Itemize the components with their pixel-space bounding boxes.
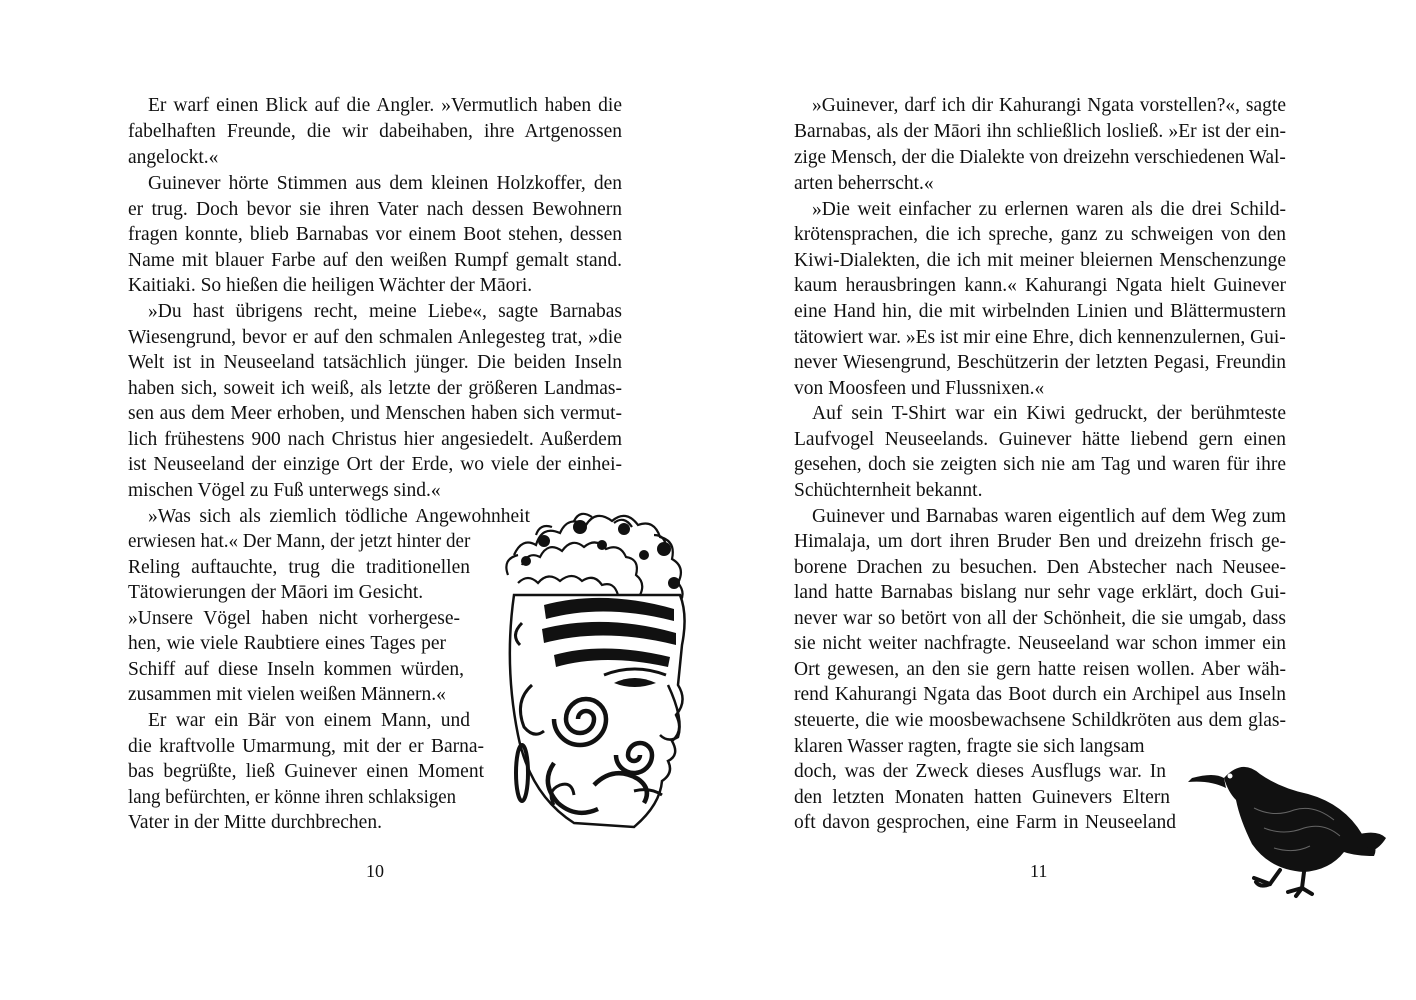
text-line: fragen konnte, blieb Barnabas vor einem Boot stehen, dessen xyxy=(128,224,622,245)
text-line: »Was sich als ziemlich tödliche Angewohnheit xyxy=(148,506,530,527)
text-line: rend Kahurangi Ngata das Boot durch ein Archipel aus Inseln xyxy=(794,684,1286,705)
text-line: Name mit blauer Farbe auf den weißen Rumpf gemalt stand. xyxy=(128,250,622,271)
text-line: Vater in der Mitte durchbrechen. xyxy=(128,812,382,833)
text-line: Schüchternheit bekannt. xyxy=(794,480,983,501)
text-line: Guinever hörte Stimmen aus dem kleinen Holzkoffer, den xyxy=(148,173,622,194)
bird-illustration xyxy=(1184,748,1388,900)
text-line: Er warf einen Blick auf die Angler. »Vermutlich haben die xyxy=(148,95,622,116)
text-line: Reling auftauchte, trug die traditionellen xyxy=(128,557,470,578)
text-line: haben sich, soweit ich weiß, als letzte der größeren Landmas- xyxy=(128,378,622,399)
text-line: oft davon gesprochen, eine Farm in Neuseeland xyxy=(794,812,1176,833)
text-line: Tätowierungen der Māori im Gesicht. xyxy=(128,582,424,603)
text-line: arten beherrscht.« xyxy=(794,173,934,194)
text-line: lang befürchten, er könne ihren schlaksigen xyxy=(128,787,457,808)
text-line: gesehen, doch sie zeigten sich nie am Tag und waren für ihre xyxy=(794,454,1286,475)
text-line: steuerte, die wie moosbewachsene Schildkröten aus dem glas- xyxy=(794,710,1286,731)
right-page xyxy=(708,0,1416,1000)
text-line: ist Neuseeland der einzige Ort der Erde, wo viele der einhei- xyxy=(128,454,622,475)
text-line: Guinever und Barnabas waren eigentlich auf dem Weg zum xyxy=(812,506,1286,527)
text-line: never war so betört von all der Schönheit, die sie umgab, dass xyxy=(794,608,1286,629)
text-line: Kaitiaki. So hießen die heiligen Wächter der Māori. xyxy=(128,275,533,296)
text-line: kaum herausbringen kann.« Kahurangi Ngata hielt Guinever xyxy=(794,275,1286,296)
text-line: »Die weit einfacher zu erlernen waren als die drei Schild- xyxy=(812,199,1286,220)
text-line: »Du hast übrigens recht, meine Liebe«, sagte Barnabas xyxy=(148,301,622,322)
text-line: hen, wie viele Raubtiere eines Tages per xyxy=(128,633,446,654)
text-line: sie nicht weiter nachfragte. Neuseeland war schon immer ein xyxy=(794,633,1286,654)
text-line: never Wiesengrund, Beschützerin der letzten Pegasi, Freundin xyxy=(794,352,1286,373)
text-line: Barnabas, als der Māori ihn schließlich losließ. »Er ist der ein- xyxy=(794,121,1286,142)
page-number: 10 xyxy=(366,861,384,881)
text-line: angelockt.« xyxy=(128,147,219,168)
text-line: mischen Vögel zu Fuß unterwegs sind.« xyxy=(128,480,441,501)
text-line: den letzten Monaten hatten Guinevers Eltern xyxy=(794,787,1170,808)
text-line: Himalaja, um dort ihren Bruder Ben und dreizehn frisch ge- xyxy=(794,531,1286,552)
text-line: Ort gewesen, an den sie gern hatte reisen wollen. Aber wäh- xyxy=(794,659,1286,680)
text-line: »Unsere Vögel haben nicht vorhergese- xyxy=(128,608,460,629)
text-line: doch, was der Zweck dieses Ausflugs war. In xyxy=(794,761,1166,782)
text-line: er trug. Doch bevor sie ihren Vater nach dessen Bewohnern xyxy=(128,199,622,220)
text-line: Wiesengrund, bevor er auf den schmalen Anlegesteg trat, »die xyxy=(128,327,622,348)
text-line: Schiff auf diese Inseln kommen würden, xyxy=(128,659,464,680)
text-line: bas begrüßte, ließ Guinever einen Moment xyxy=(128,761,484,782)
text-line: »Guinever, darf ich dir Kahurangi Ngata vorstellen?«, sagte xyxy=(812,95,1286,116)
text-line: krötensprachen, die ich spreche, ganz zu schweigen von den xyxy=(794,224,1286,245)
text-line: eine Hand hin, die mit wirbelnden Linien und Blättermustern xyxy=(794,301,1286,322)
text-line: land hatte Barnabas bislang nur sehr vage erklärt, doch Gui- xyxy=(794,582,1286,603)
text-line: lich frühestens 900 nach Christus hier angesiedelt. Außerdem xyxy=(128,429,622,450)
text-line: Laufvogel Neuseelands. Guinever hätte liebend gern einen xyxy=(794,429,1286,450)
text-line: fabelhaften Freunde, die wir dabeihaben, ihre Artgenossen xyxy=(128,121,622,142)
text-line: die kraftvolle Umarmung, mit der er Barna- xyxy=(128,736,484,757)
text-line: Kiwi-Dialekten, die ich mit meiner bleiernen Menschenzunge xyxy=(794,250,1286,271)
text-line: klaren Wasser ragten, fragte sie sich langsam xyxy=(794,736,1145,757)
page-number: 11 xyxy=(1030,861,1048,881)
text-line: zusammen mit vielen weißen Männern.« xyxy=(128,684,446,705)
text-line: von Moosfeen und Flussnixen.« xyxy=(794,378,1045,399)
text-line: borene Drachen zu besuchen. Den Abstecher nach Neusee- xyxy=(794,557,1286,578)
text-line: Er war ein Bär von einem Mann, und xyxy=(148,710,470,731)
text-line: Auf sein T-Shirt war ein Kiwi gedruckt, der berühmteste xyxy=(812,403,1286,424)
text-line: sen aus dem Meer erhoben, und Menschen haben sich vermut- xyxy=(128,403,622,424)
text-line: erwiesen hat.« Der Mann, der jetzt hinter der xyxy=(128,531,471,552)
maori-face-illustration xyxy=(484,505,696,830)
text-line: tätowiert war. »Es ist mir eine Ehre, dich kennenzulernen, Gui- xyxy=(794,327,1286,348)
text-line: zige Mensch, der die Dialekte von dreizehn verschiedenen Wal- xyxy=(794,147,1286,168)
text-line: Welt ist in Neuseeland tatsächlich jünger. Die beiden Inseln xyxy=(128,352,622,373)
